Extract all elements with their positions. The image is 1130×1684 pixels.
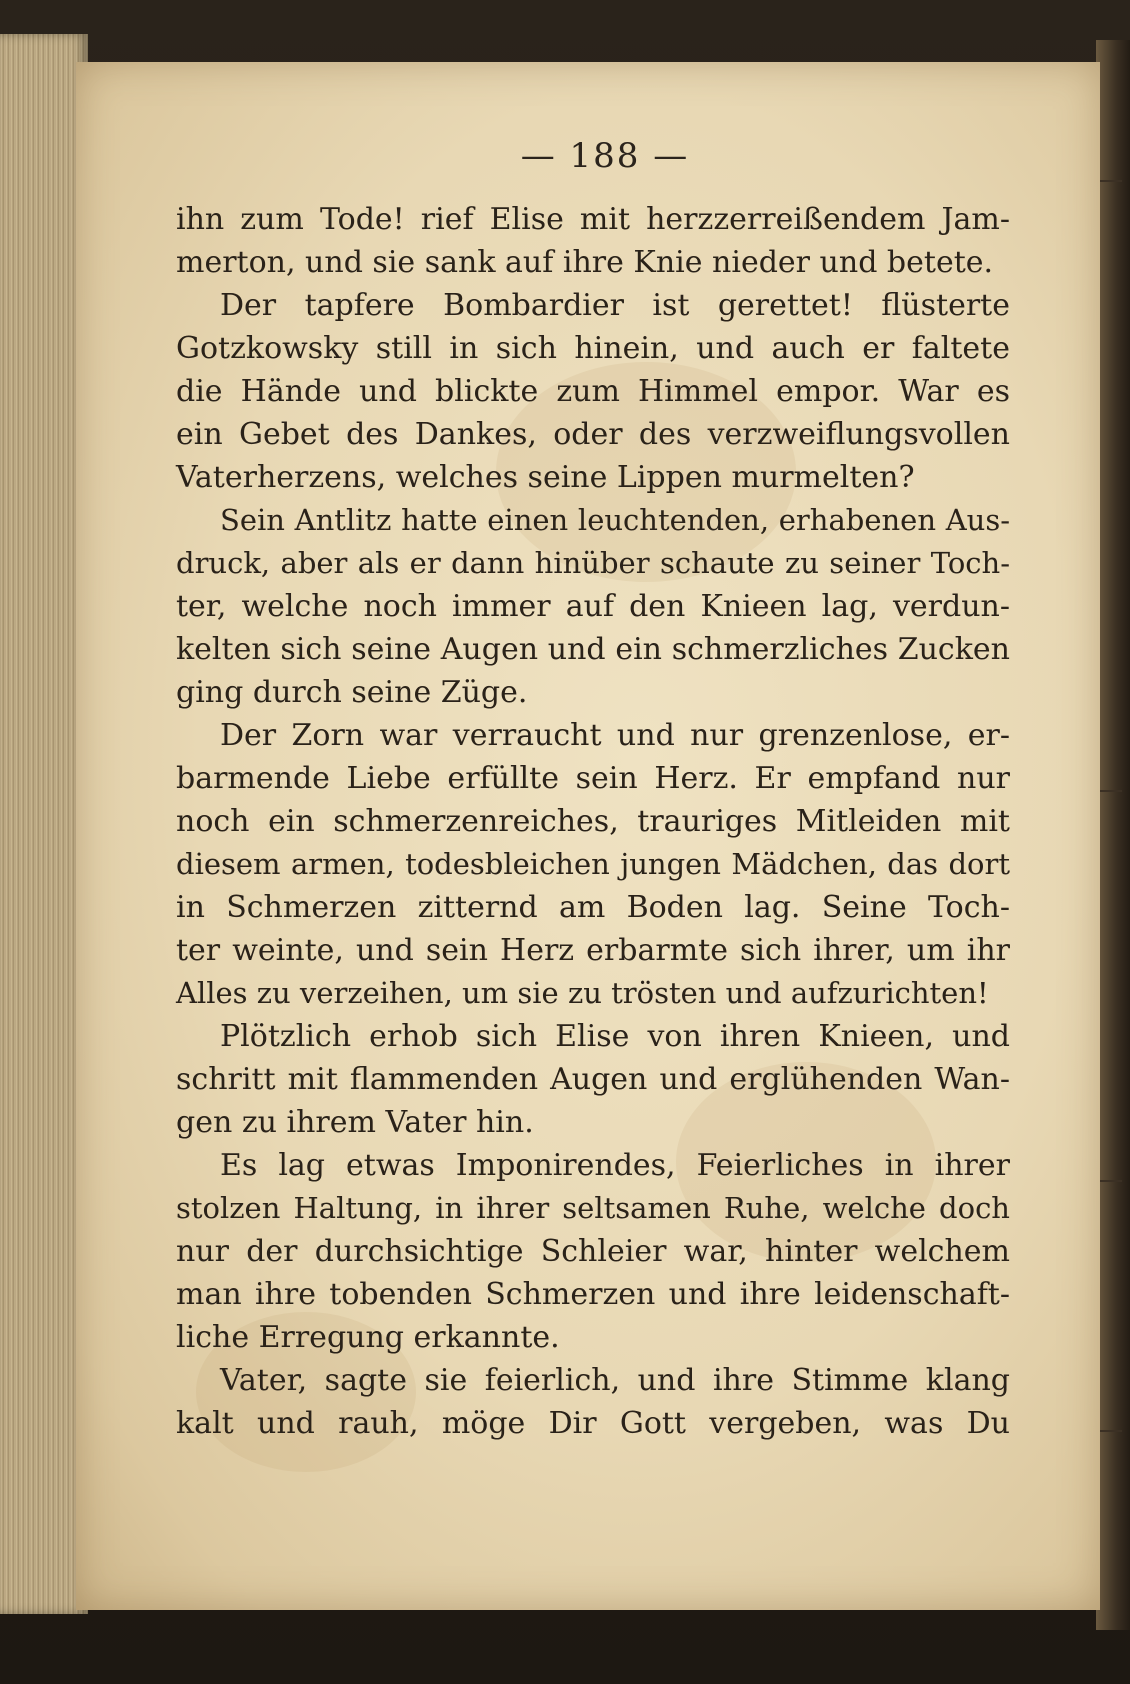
text-line: druck, aber als er dann hinüber schaute zu seiner Toch- bbox=[176, 546, 1010, 580]
text-line: stolzen Haltung, in ihrer seltsamen Ruhe, welche doch bbox=[176, 1191, 1010, 1225]
text-line: liche Erregung erkannte. bbox=[176, 1320, 560, 1355]
text-line: ter weinte, und sein Herz erbarmte sich ihrer, um ihr bbox=[176, 933, 1010, 968]
text-line: merton, und sie sank auf ihre Knie nieder und betete. bbox=[176, 245, 994, 280]
text-line: schritt mit flammenden Augen und erglühenden Wan- bbox=[176, 1062, 1010, 1097]
text-line: barmende Liebe erfüllte sein Herz. Er empfand nur bbox=[176, 761, 1010, 796]
text-line: ging durch seine Züge. bbox=[176, 675, 528, 710]
text-line: ihn zum Tode! rief Elise mit herzzerreißendem Jam- bbox=[176, 202, 1010, 237]
text-line: Plötzlich erhob sich Elise von ihren Knieen, und bbox=[220, 1019, 1010, 1054]
text-line: Es lag etwas Imponirendes, Feierliches in ihrer bbox=[220, 1148, 1010, 1183]
text-line: ein Gebet des Dankes, oder des verzweiflungsvollen bbox=[176, 417, 1010, 452]
text-line: Der Zorn war verraucht und nur grenzenlose, er- bbox=[220, 718, 1010, 753]
text-line: Vaterherzens, welches seine Lippen murmelten? bbox=[176, 460, 915, 495]
text-line: man ihre tobenden Schmerzen und ihre leidenschaft- bbox=[176, 1277, 1010, 1312]
text-line: kelten sich seine Augen und ein schmerzliches Zucken bbox=[176, 632, 1010, 667]
text-line: Sein Antlitz hatte einen leuchtenden, erhabenen Aus- bbox=[220, 503, 1010, 537]
margin-tick bbox=[1100, 1180, 1122, 1182]
text-line: gen zu ihrem Vater hin. bbox=[176, 1105, 534, 1140]
text-line: Alles zu verzeihen, um sie zu trösten und aufzurichten! bbox=[176, 976, 989, 1010]
text-line: Vater, sagte sie feierlich, und ihre Stimme klang bbox=[220, 1363, 1010, 1398]
text-line: Gotzkowsky still in sich hinein, und auch er faltete bbox=[176, 331, 1010, 366]
binding-edge bbox=[1096, 40, 1130, 1630]
margin-tick bbox=[1100, 1430, 1122, 1432]
text-line: die Hände und blickte zum Himmel empor. War es bbox=[176, 374, 1010, 409]
text-line: noch ein schmerzenreiches, trauriges Mitleiden mit bbox=[176, 804, 1010, 839]
text-line: kalt und rauh, möge Dir Gott vergeben, was Du bbox=[176, 1406, 1010, 1441]
page-number: — 188 — bbox=[520, 136, 690, 176]
margin-tick bbox=[1100, 180, 1122, 182]
text-line: Der tapfere Bombardier ist gerettet! flüsterte bbox=[220, 288, 1010, 323]
text-line: in Schmerzen zitternd am Boden lag. Seine Toch- bbox=[176, 890, 1010, 925]
body-text bbox=[176, 198, 1010, 1445]
text-line: nur der durchsichtige Schleier war, hinter welchem bbox=[176, 1234, 1010, 1269]
page-stack-edge bbox=[0, 34, 88, 1614]
margin-tick bbox=[1100, 790, 1122, 792]
text-line: ter, welche noch immer auf den Knieen lag, verdun- bbox=[176, 589, 1010, 624]
text-line: diesem armen, todesbleichen jungen Mädchen, das dort bbox=[176, 847, 1010, 881]
